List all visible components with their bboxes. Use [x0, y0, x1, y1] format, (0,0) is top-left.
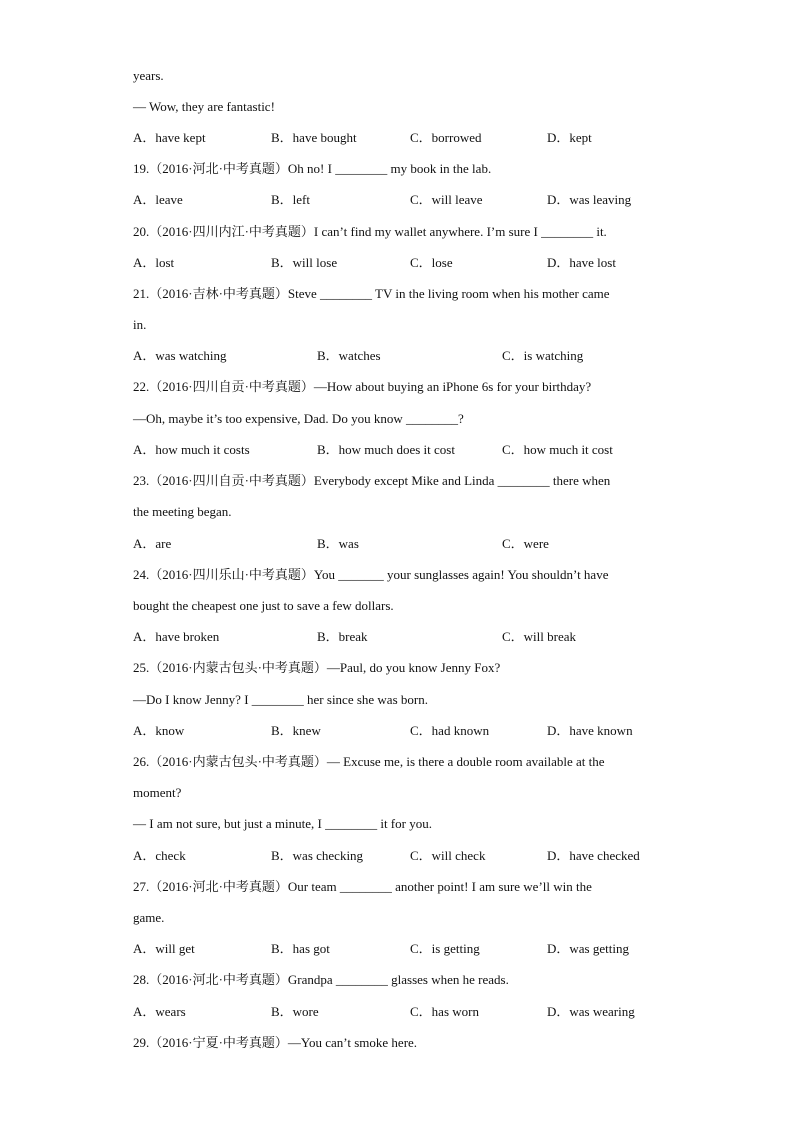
option-d: D．have lost: [547, 255, 616, 270]
option-c: C．will break: [502, 629, 577, 644]
option-d: D．was leaving: [547, 192, 632, 207]
option-c: C．has worn: [410, 1004, 479, 1019]
option-c: C．is watching: [502, 348, 584, 363]
option-b: B．has got: [271, 941, 330, 956]
option-a: A．leave: [133, 192, 183, 207]
option-d: D．have known: [547, 723, 633, 738]
option-b: B．will lose: [271, 255, 338, 270]
text-line: moment?: [133, 785, 182, 800]
text-line: years.: [133, 68, 164, 83]
option-b: B．watches: [317, 348, 381, 363]
question-20: 20.（2016·四川内江·中考真题）I can’t find my wallet anywhere. I’m sure I ________ it.: [133, 224, 607, 239]
options-q27: [133, 939, 693, 959]
option-d: D．was getting: [547, 941, 629, 956]
option-a: A．will get: [133, 941, 195, 956]
question-28: 28.（2016·河北·中考真题）Grandpa ________ glasses when he reads.: [133, 972, 509, 987]
text-line: —Do I know Jenny? I ________ her since she was born.: [133, 692, 428, 707]
option-a: A．have broken: [133, 629, 220, 644]
option-a: A．check: [133, 848, 186, 863]
option-c: C．had known: [410, 723, 490, 738]
option-c: C．will check: [410, 848, 486, 863]
option-c: C．were: [502, 536, 549, 551]
text-line: — Wow, they are fantastic!: [133, 99, 275, 114]
option-b: B．was: [317, 536, 359, 551]
question-29: 29.（2016·宁夏·中考真题）—You can’t smoke here.: [133, 1035, 418, 1050]
option-b: B．how much does it cost: [317, 442, 455, 457]
question-24: 24.（2016·四川乐山·中考真题）You _______ your sunglasses again! You shouldn’t have: [133, 567, 609, 582]
question-26: 26.（2016·内蒙古包头·中考真题）— Excuse me, is there a double room available at the: [133, 754, 605, 769]
text-line: the meeting began.: [133, 504, 232, 519]
option-b: B．have bought: [271, 130, 357, 145]
question-22: 22.（2016·四川自贡·中考真题）—How about buying an iPhone 6s for your birthday?: [133, 379, 592, 394]
question-19: 19.（2016·河北·中考真题）Oh no! I ________ my book in the lab.: [133, 161, 492, 176]
options-q21: [133, 346, 693, 366]
option-a: A．are: [133, 536, 172, 551]
option-a: A．have kept: [133, 130, 206, 145]
text-line: — I am not sure, but just a minute, I ________ it for you.: [133, 816, 432, 831]
question-21: 21.（2016·吉林·中考真题）Steve ________ TV in the living room when his mother came: [133, 286, 610, 301]
options-q28: [133, 1002, 693, 1022]
options-q24: [133, 627, 693, 647]
option-b: B．break: [317, 629, 368, 644]
options-q25: [133, 721, 693, 741]
option-c: C．is getting: [410, 941, 480, 956]
options-q19: [133, 190, 693, 210]
question-23: 23.（2016·四川自贡·中考真题）Everybody except Mike and Linda ________ there when: [133, 473, 611, 488]
option-b: B．left: [271, 192, 310, 207]
option-b: B．wore: [271, 1004, 319, 1019]
options-q20: [133, 253, 693, 273]
option-a: A．wears: [133, 1004, 186, 1019]
option-b: B．was checking: [271, 848, 364, 863]
option-a: A．lost: [133, 255, 175, 270]
text-line: bought the cheapest one just to save a few dollars.: [133, 598, 394, 613]
text-line: game.: [133, 910, 165, 925]
options-q23: [133, 534, 693, 554]
option-a: A．was watching: [133, 348, 227, 363]
option-b: B．knew: [271, 723, 321, 738]
option-a: A．know: [133, 723, 185, 738]
question-25: 25.（2016·内蒙古包头·中考真题）—Paul, do you know Jenny Fox?: [133, 660, 501, 675]
question-27: 27.（2016·河北·中考真题）Our team ________ another point! I am sure we’ll win the: [133, 879, 592, 894]
options-q26: [133, 846, 693, 866]
option-c: C．how much it cost: [502, 442, 613, 457]
options-q18: [133, 128, 693, 148]
text-line: in.: [133, 317, 147, 332]
text-line: —Oh, maybe it’s too expensive, Dad. Do you know ________?: [133, 411, 464, 426]
option-c: C．will leave: [410, 192, 483, 207]
option-d: D．have checked: [547, 848, 640, 863]
option-d: D．kept: [547, 130, 592, 145]
options-q22: [133, 440, 693, 460]
option-c: C．borrowed: [410, 130, 482, 145]
option-a: A．how much it costs: [133, 442, 250, 457]
option-d: D．was wearing: [547, 1004, 635, 1019]
option-c: C．lose: [410, 255, 453, 270]
